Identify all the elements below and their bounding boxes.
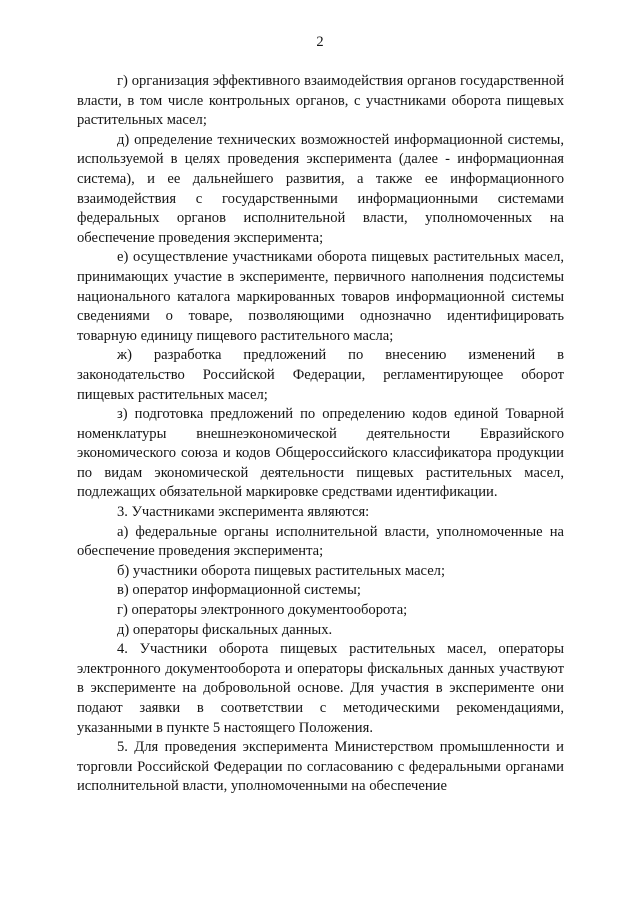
paragraph-g-organization: г) организация эффективного взаимодействия органов государственной власти, в том числе контрольных органов, с участниками оборота пищевых растительных масел; xyxy=(77,73,564,129)
paragraph-z-code-proposals: з) подготовка предложений по определению кодов единой Товарной номенклатуры внешнеэкономической деятельности Евразийского экономического союза и кодов Общероссийского классификатора продукции по видам экономической деятельности пищевых растительных масел, подлежащих обязательной маркировке средствами идентификации. xyxy=(77,406,564,501)
paragraph-e-catalog-filling: е) осуществление участниками оборота пищевых растительных масел, принимающих участие в эксперименте, первичного наполнения подсистемы национального каталога маркированных товаров информационной системы сведениями о товаре, позволяющими однозначно идентифицировать товарную единицу пищевого растительного масла; xyxy=(77,249,564,344)
paragraph-b-turnover-participants: б) участники оборота пищевых растительных масел; xyxy=(117,562,446,579)
paragraph-a-federal-bodies: а) федеральные органы исполнительной власти, уполномоченные на обеспечение проведения эксперимента; xyxy=(77,523,564,560)
paragraph-3-participants-heading: 3. Участниками эксперимента являются: xyxy=(117,504,370,521)
paragraph-d-technical-capabilities: д) определение технических возможностей информационной системы, используемой в целях проведения эксперимента (далее - информационная система), и ее дальнейшего развития, а также ее информационного взаимодействия с государственными информационными системами федеральных органов исполнительной власти, уполномоченных на обеспечение проведения эксперимента; xyxy=(77,131,564,246)
paragraph-zh-legislation-proposals: ж) разработка предложений по внесению изменений в законодательство Российской Федерации, регламентирующее оборот пищевых растительных масел; xyxy=(77,347,564,403)
paragraph-v-system-operator: в) оператор информационной системы; xyxy=(117,582,361,599)
paragraph-g-edo-operators: г) операторы электронного документооборота; xyxy=(117,602,408,619)
paragraph-d-fiscal-operators: д) операторы фискальных данных. xyxy=(117,621,333,638)
document-body xyxy=(77,72,564,797)
page-number: 2 xyxy=(316,34,324,50)
paragraph-5-conduct-of-experiment: 5. Для проведения эксперимента Министерством промышленности и торговли Российской Федерации по согласованию с федеральными органами исполнительной власти, уполномоченными на обеспечение xyxy=(77,739,564,795)
paragraph-4-voluntary-participation: 4. Участники оборота пищевых растительных масел, операторы электронного документооборота и операторы фискальных данных участвуют в эксперименте на добровольной основе. Для участия в эксперименте они подают заявки в соответствии с методическими рекомендациями, указанными в пункте 5 настоящего Положения. xyxy=(77,641,564,736)
